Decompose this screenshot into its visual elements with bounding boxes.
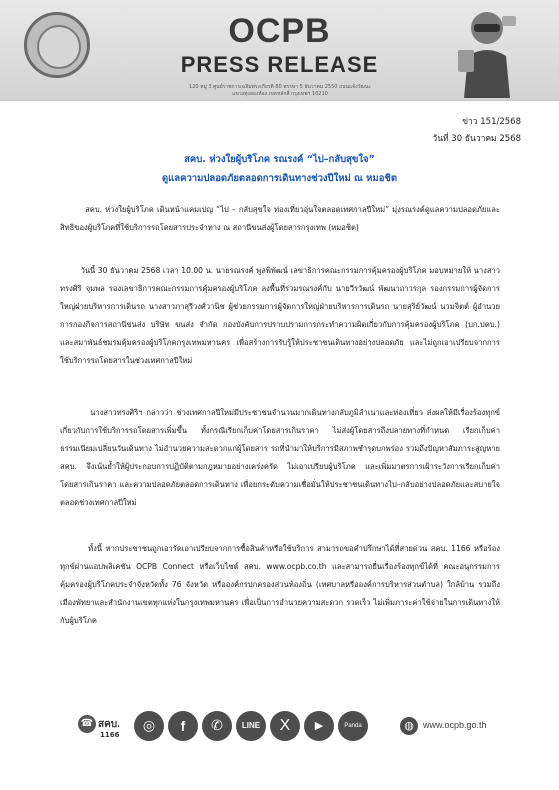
address-line-2: แขวงทุ่งสองห้อง เขตหลักสี่ กรุงเทพฯ 10210 [232, 91, 328, 97]
press-release-header [0, 0, 559, 101]
line-icon[interactable]: LINE [236, 711, 266, 741]
paragraph-intro: สคบ. ห่วงใยผู้บริโภค เดินหน้าแคมเปญ “ไป – กลับสุขใจ ท่องเที่ยวอุ่นใจตลอดเทศกาลปีใหม่” มุ่งรณรงค์ดูแลความปลอดภัยและสิทธิของผู้บริโภคที่ใช้บริการรถโดยสารประจำทาง ณ สถานีขนส่งผู้โดยสารกรุงเทพ (หมอชิต) [60, 205, 500, 232]
hotline-number: 1166 [100, 731, 120, 739]
footer-contact-bar [0, 705, 559, 745]
ocpb-panda-icon[interactable] [338, 711, 368, 741]
ocpb-logo-icon[interactable]: ◎ [134, 711, 164, 741]
mascot-illustration [452, 6, 522, 98]
paragraph-event: วันนี้ 30 ธันวาคม 2568 เวลา 10.00 น. นายรณรงค์ พูลพิพัฒน์ เลขาธิการคณะกรรมการคุ้มครองผู้บริโภค มอบหมายให้ นางสาวทรงศิริ จุมพล รองเลขาธิการคณะกรรมการคุ้มครองผู้บริโภค ลงพื้นที่ร่วมรณรงค์กับ นายวีรวัฒน์ พัฒนาถาวรกุล รองกรรมการผู้จัดการใหญ่ฝ่ายบริหารการเดินรถ นางสาวภาสุรีวงศ์วานิช ผู้ช่วยกรรมการผู้จัดการใหญ่ฝ่ายบริหารการเดินรถ นายสุริย์วัฒน์ นวมจิตต์ ผู้อำนวยการกองกิจการสถานีขนส่ง บริษัท ขนส่ง จำกัด กองบังคับการปราบปรามการกระทำความผิดเกี่ยวกับการคุ้มครองผู้บริโภค (บก.ปคบ.) และสมาพันธ์ชมรมคุ้มครองผู้บริโภคกรุงเทพมหานคร เพื่อสร้างการรับรู้ให้ประชาชนเดินทางอย่างปลอดภัย และไม่ถูกเอาเปรียบจากการใช้บริการรถโดยสารในช่วงเทศกาลปีใหม่ [60, 266, 503, 365]
facebook-icon[interactable]: f [168, 711, 198, 741]
ocpb-connect-icon[interactable]: ✆ [202, 711, 232, 741]
x-icon[interactable]: X [270, 711, 300, 741]
address-line-1: 120 หมู่ 3 ศูนย์ราชการเฉลิมพระเกียรติ 80 พรรษา 5 ธันวาคม 2550 ถนนแจ้งวัฒนะ [189, 84, 371, 90]
press-release-date: วันที่ 30 ธันวาคม 2568 [432, 134, 521, 144]
youtube-icon[interactable]: ▶ [304, 711, 334, 741]
phone-icon: ☎ [78, 715, 96, 733]
brand-name: OCPB [228, 12, 331, 50]
hotline-label: สคบ. [98, 719, 120, 730]
globe-icon: ◍ [400, 717, 418, 735]
headline-line-2: ดูแลความปลอดภัยตลอดการเดินทางช่วงปีใหม่ ณ หมอชิต [161, 173, 398, 184]
press-release-subtitle: PRESS RELEASE [180, 52, 379, 77]
press-release-number: ข่าว 151/2568 [462, 117, 521, 127]
panda-label: Panda [344, 723, 362, 729]
website-link[interactable]: www.ocpb.go.th [423, 720, 487, 730]
headline-line-1: สคบ. ห่วงใยผู้บริโภค รณรงค์ “ไป–กลับสุขใจ” [184, 154, 375, 165]
paragraph-statement: นางสาวทรงศิริฯ กล่าวว่า ช่วงเทศกาลปีใหม่มีประชาชนจำนวนมากเดินทางกลับภูมิลำเนาและท่องเที่ยว ส่งผลให้มีเรื่องร้องทุกข์เกี่ยวกับการใช้บริการรถโดยสารเพิ่มขึ้น ทั้งกรณีเรียกเก็บค่าโดยสารเกินราคา ไม่ส่งผู้โดยสารถึงปลายทางที่กำหนด เรียกเก็บค่าธรรมเนียมเปลี่ยนวันเดินทาง ไม่อำนวยความสะดวกแก่ผู้โดยสาร รถที่นำมาให้บริการมีสภาพชำรุดบกพร่อง รวมถึงปัญหาสัมภาระสูญหาย สคบ. จึงเน้นย้ำให้ผู้ประกอบการปฏิบัติตามกฎหมายอย่างเคร่งครัด ไม่เอาเปรียบผู้บริโภค และเพิ่มมาตรการเฝ้าระวังการเรียกเก็บค่าโดยสารเกินราคา และความปลอดภัยตลอดการเดินทาง เพื่อยกระดับความเชื่อมั่นให้ประชาชนเดินทางไป–กลับอย่างปลอดภัยและสบายใจตลอดช่วงเทศกาลปีใหม่ [60, 408, 503, 507]
paragraph-contact-info: ทั้งนี้ หากประชาชนถูกเอารัดเอาเปรียบจากการซื้อสินค้าหรือใช้บริการ สามารถขอคำปรึกษาได้ที่สายด่วน สคบ. 1166 หรือร้องทุกข์ผ่านแอปพลิเคชัน OCPB Connect หรือเว็บไซต์ สคบ. www.ocpb.co.th และสามารถยื่นเรื่องร้องทุกข์ได้ที่ คณะอนุกรรมการคุ้มครองผู้บริโภคประจำจังหวัดทั้ง 76 จังหวัด หรือองค์กรปกครองส่วนท้องถิ่น (เทศบาลหรือองค์การบริหารส่วนตำบล) ใกล้บ้าน รวมถึงเมืองพัทยาและสำนักงานเขตทุกแห่งในกรุงเทพมหานคร เพื่อเป็นการอำนวยความสะดวก รวดเร็ว ไม่เพิ่มภาระค่าใช้จ่ายในการเดินทางให้กับผู้บริโภค [60, 544, 500, 625]
